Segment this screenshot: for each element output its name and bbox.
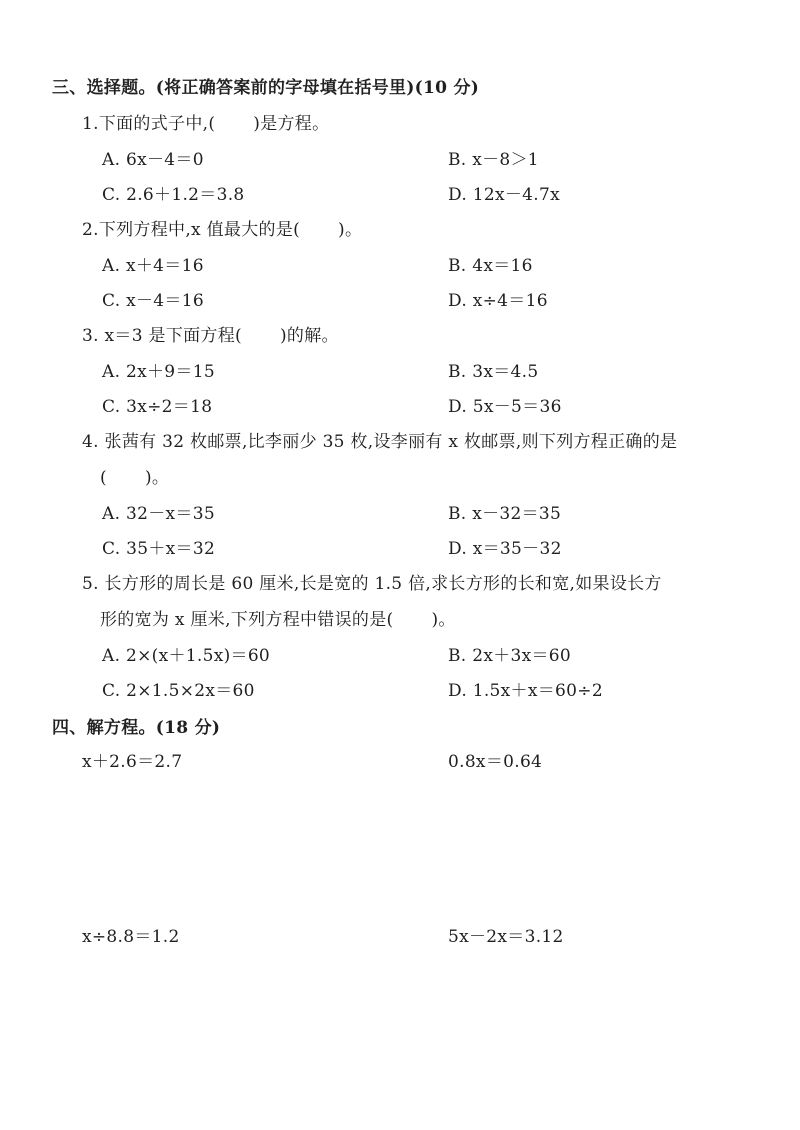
- question-2-option-a: A. x＋4＝16: [102, 256, 204, 276]
- question-1-stem: [82, 112, 329, 136]
- equation-4: 5x－2x＝3.12: [448, 927, 564, 947]
- question-4-option-d: D. x＝35－32: [448, 539, 562, 559]
- question-2-stem-after: )。: [338, 220, 363, 240]
- question-2-option-d: D. x÷4＝16: [448, 291, 548, 311]
- question-3-stem-before: 3. x＝3 是下面方程(: [82, 326, 242, 346]
- question-3-option-b: B. 3x＝4.5: [448, 362, 539, 382]
- question-4-stem-after: )。: [144, 468, 170, 488]
- equation-3: x÷8.8＝1.2: [82, 927, 180, 947]
- answer-space-4[interactable]: [448, 965, 778, 1105]
- question-5-option-a: A. 2×(x＋1.5x)＝60: [102, 646, 271, 666]
- equation-1: x＋2.6＝2.7: [82, 752, 183, 772]
- question-5-stem-after: )。: [431, 610, 456, 630]
- question-3-option-c: C. 3x÷2＝18: [102, 397, 213, 417]
- question-3-option-a: A. 2x＋9＝15: [102, 362, 215, 382]
- question-2-option-b: B. 4x＝16: [448, 256, 533, 276]
- question-5-stem-before: 形的宽为 x 厘米,下列方程中错误的是(: [100, 610, 394, 630]
- question-4-stem-line-2: [100, 466, 169, 490]
- question-2-stem-before: 2.下列方程中,x 值最大的是(: [82, 220, 301, 240]
- answer-space-1[interactable]: [82, 790, 412, 910]
- question-1-option-a: A. 6x－4＝0: [102, 150, 204, 170]
- question-3-option-d: D. 5x－5＝36: [448, 397, 562, 417]
- equation-2: 0.8x＝0.64: [448, 752, 543, 772]
- answer-space-2[interactable]: [448, 790, 778, 910]
- question-1-stem-before: 1.下面的式子中,(: [82, 114, 216, 134]
- question-1-option-b: B. x－8＞1: [448, 150, 539, 170]
- question-4-stem-line-1: 4. 张茜有 32 枚邮票,比李丽少 35 枚,设李丽有 x 枚邮票,则下列方程正确的是: [82, 432, 678, 452]
- question-3-stem: [82, 324, 339, 348]
- question-5-stem-line-1: 5. 长方形的周长是 60 厘米,长是宽的 1.5 倍,求长方形的长和宽,如果设长方: [82, 574, 662, 594]
- question-1-option-c: C. 2.6＋1.2＝3.8: [102, 185, 245, 205]
- question-1-option-d: D. 12x－4.7x: [448, 185, 560, 205]
- question-5-option-d: D. 1.5x＋x＝60÷2: [448, 681, 603, 701]
- question-4-option-c: C. 35＋x＝32: [102, 539, 216, 559]
- section-3-title: 三、选择题。(将正确答案前的字母填在括号里)(10 分): [52, 78, 480, 98]
- question-4-option-b: B. x－32＝35: [448, 504, 562, 524]
- question-1-stem-after: )是方程。: [253, 114, 330, 134]
- answer-space-3[interactable]: [82, 965, 412, 1105]
- section-4-title: 四、解方程。(18 分): [52, 718, 221, 738]
- question-3-stem-after: )的解。: [279, 326, 339, 346]
- question-5-option-c: C. 2×1.5×2x＝60: [102, 681, 255, 701]
- question-2-option-c: C. x－4＝16: [102, 291, 204, 311]
- question-5-option-b: B. 2x＋3x＝60: [448, 646, 572, 666]
- question-2-stem: [82, 218, 362, 242]
- question-5-stem-line-2: [100, 608, 456, 632]
- question-4-option-a: A. 32－x＝35: [102, 504, 215, 524]
- question-4-stem-before: (: [100, 468, 107, 488]
